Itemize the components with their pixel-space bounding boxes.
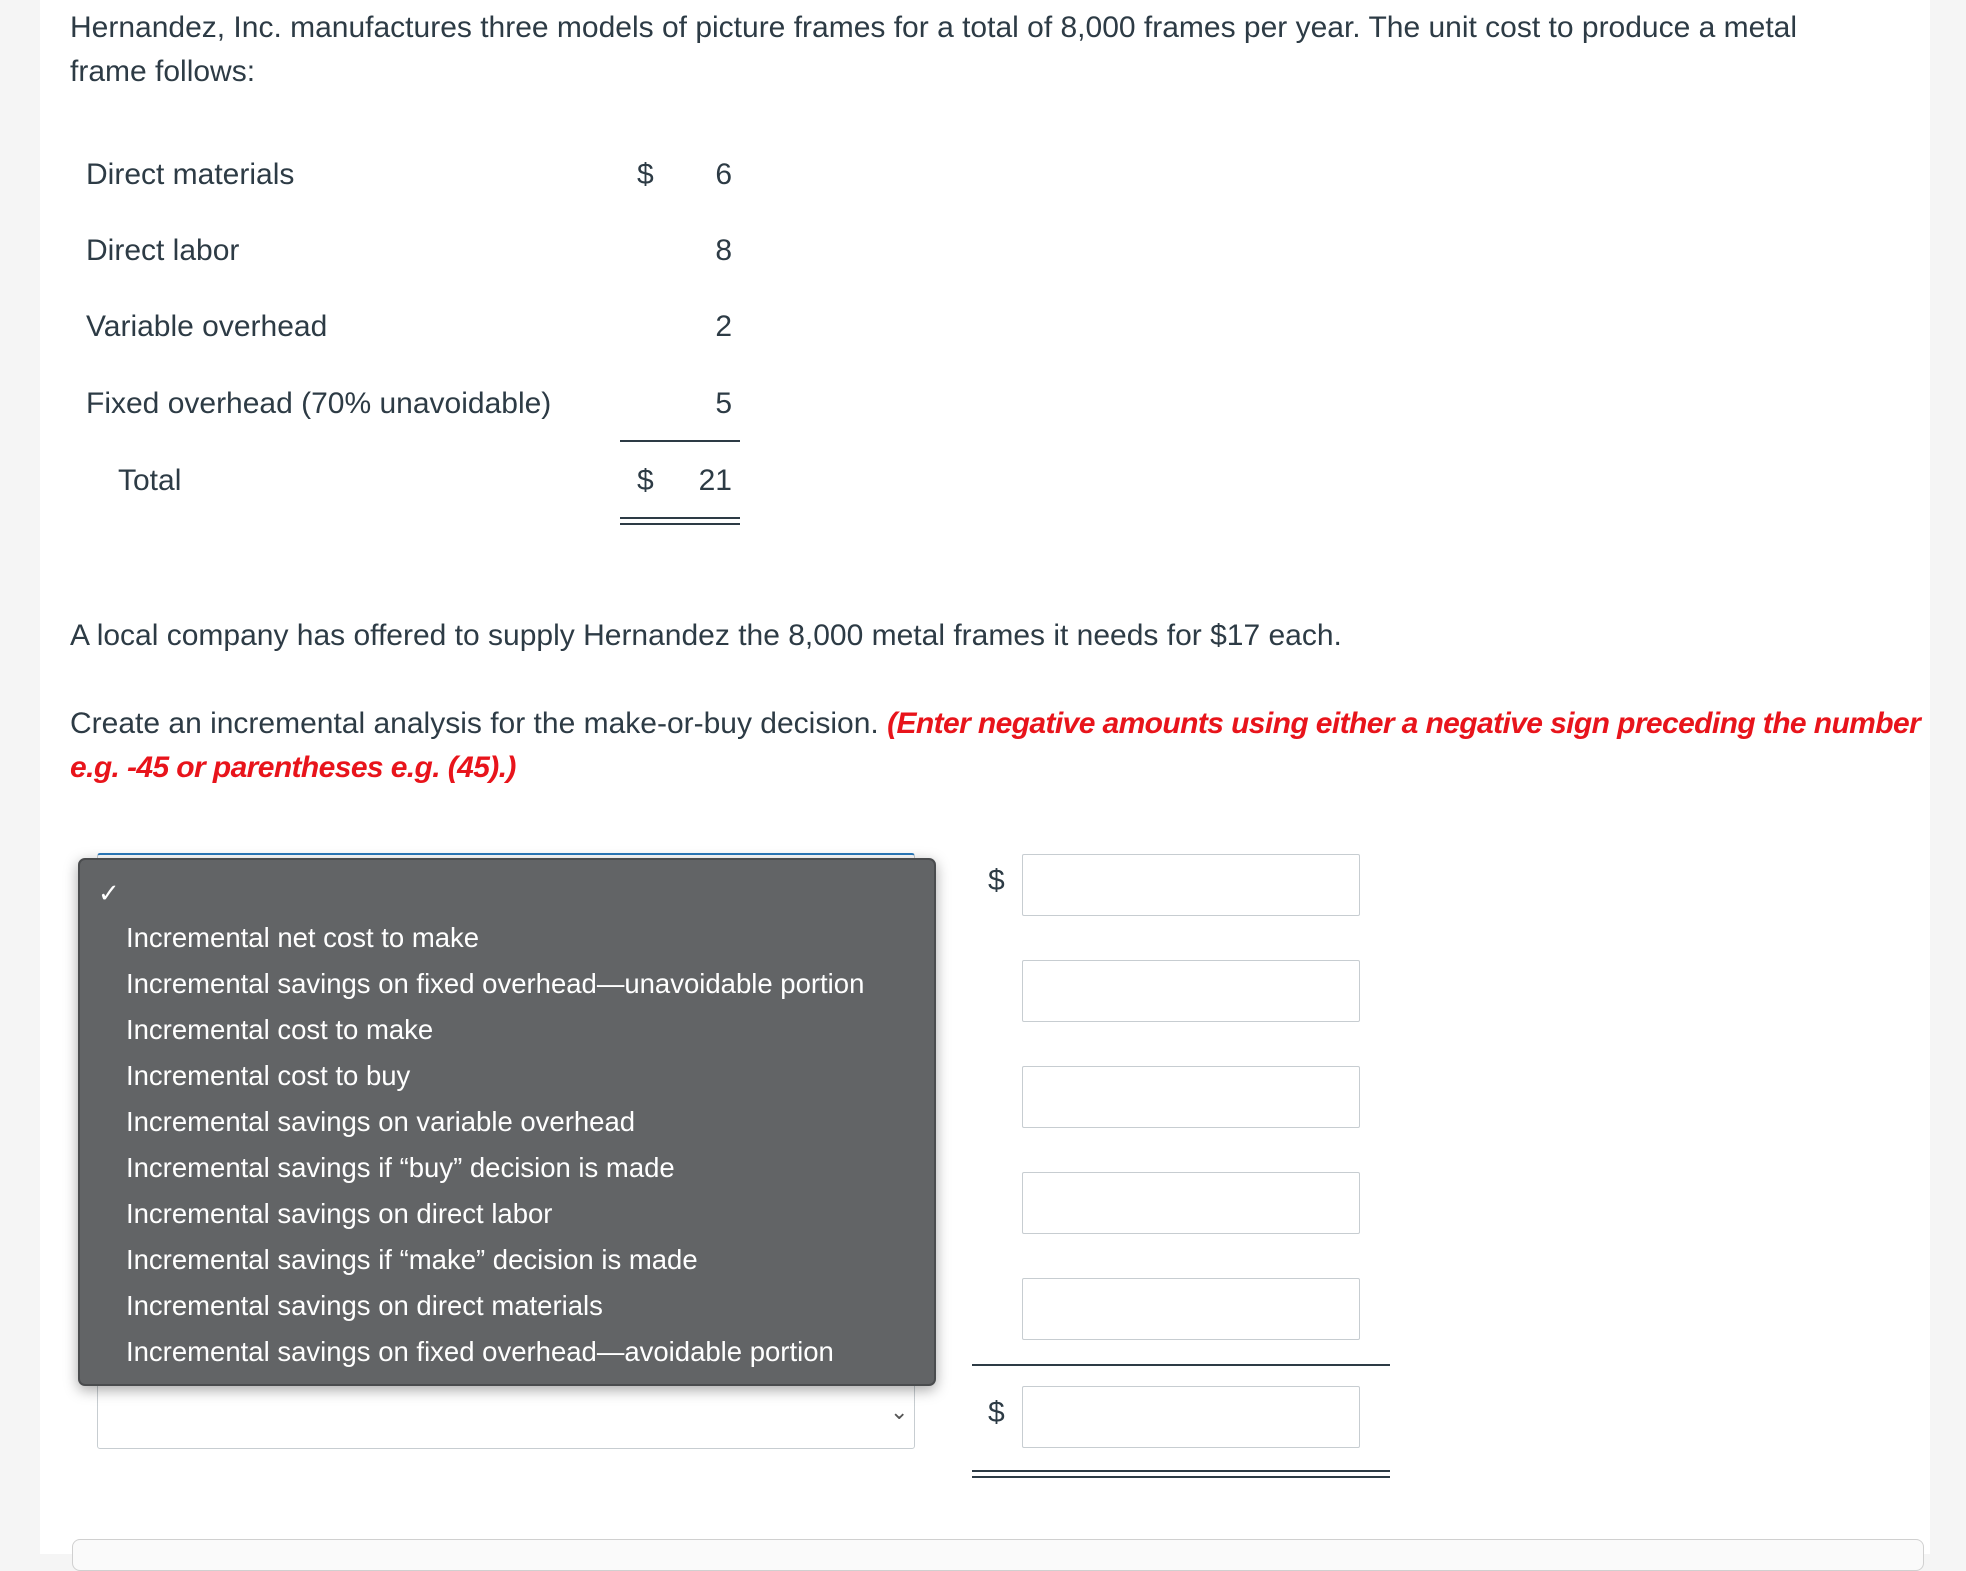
intro-line-2: frame follows: bbox=[70, 55, 256, 88]
amount-input-4[interactable] bbox=[1022, 1172, 1360, 1234]
dropdown-option[interactable]: Incremental savings on fixed overhead—unavoidable portion bbox=[126, 968, 865, 999]
cost-value-fixed-overhead: 5 bbox=[715, 387, 732, 420]
chevron-down-icon: ⌄ bbox=[890, 1399, 909, 1424]
next-section-edge bbox=[72, 1539, 1924, 1571]
dropdown-option[interactable]: Incremental savings on fixed overhead—avoidable portion bbox=[126, 1336, 834, 1367]
total-double-rule-top bbox=[620, 517, 740, 519]
amount-input-5[interactable] bbox=[1022, 1278, 1360, 1340]
check-icon: ✓ bbox=[98, 878, 120, 908]
cost-value-variable-overhead: 2 bbox=[715, 310, 732, 343]
label-dropdown-menu bbox=[78, 858, 936, 1386]
cost-value-direct-materials: 6 bbox=[715, 158, 732, 191]
dropdown-option[interactable]: Incremental net cost to make bbox=[126, 922, 480, 953]
instruction-line-1 bbox=[70, 702, 1920, 746]
cost-label-variable-overhead: Variable overhead bbox=[86, 310, 328, 343]
analysis-double-rule-bottom bbox=[972, 1476, 1390, 1478]
subtotal-rule bbox=[620, 440, 740, 442]
cost-currency-direct-materials: $ bbox=[637, 158, 654, 191]
analysis-subtotal-rule bbox=[972, 1364, 1390, 1366]
amount-input-total[interactable] bbox=[1022, 1386, 1360, 1448]
dropdown-option[interactable]: Incremental savings on variable overhead bbox=[126, 1106, 636, 1137]
total-currency: $ bbox=[988, 1396, 1005, 1429]
dropdown-option[interactable]: Incremental cost to make bbox=[126, 1014, 434, 1045]
amount-input-1[interactable] bbox=[1022, 854, 1360, 916]
question-page bbox=[40, 0, 1930, 1554]
cost-label-fixed-overhead: Fixed overhead (70% unavoidable) bbox=[86, 387, 552, 420]
analysis-double-rule-top bbox=[972, 1470, 1390, 1472]
instruction-note-1: (Enter negative amounts using either a negative sign preceding the number bbox=[887, 707, 1921, 740]
dropdown-option[interactable]: Incremental cost to buy bbox=[126, 1060, 411, 1091]
amount-input-3[interactable] bbox=[1022, 1066, 1360, 1128]
instruction-note-2: e.g. -45 or parentheses e.g. (45).) bbox=[70, 751, 516, 784]
dropdown-option[interactable]: Incremental savings if “buy” decision is made bbox=[126, 1152, 675, 1183]
dropdown-option[interactable]: Incremental savings if “make” decision is made bbox=[126, 1244, 698, 1275]
offer-text: A local company has offered to supply Hernandez the 8,000 metal frames it needs for $17 each. bbox=[70, 619, 1342, 652]
dropdown-option[interactable]: Incremental savings on direct labor bbox=[126, 1198, 553, 1229]
instruction-text: Create an incremental analysis for the make-or-buy decision. bbox=[70, 707, 879, 740]
total-label-select[interactable] bbox=[97, 1383, 915, 1449]
cost-label-direct-labor: Direct labor bbox=[86, 234, 240, 267]
row-1-currency: $ bbox=[988, 864, 1005, 897]
cost-label-total: Total bbox=[118, 464, 182, 497]
amount-input-2[interactable] bbox=[1022, 960, 1360, 1022]
intro-line-1: Hernandez, Inc. manufactures three models of picture frames for a total of 8,000 frames per year. The unit cost to produce a metal bbox=[70, 11, 1798, 44]
cost-currency-total: $ bbox=[637, 464, 654, 497]
cost-label-direct-materials: Direct materials bbox=[86, 158, 295, 191]
cost-value-direct-labor: 8 bbox=[715, 234, 732, 267]
dropdown-option[interactable]: Incremental savings on direct materials bbox=[126, 1290, 603, 1321]
total-double-rule-bottom bbox=[620, 523, 740, 525]
cost-value-total: 21 bbox=[698, 464, 732, 497]
